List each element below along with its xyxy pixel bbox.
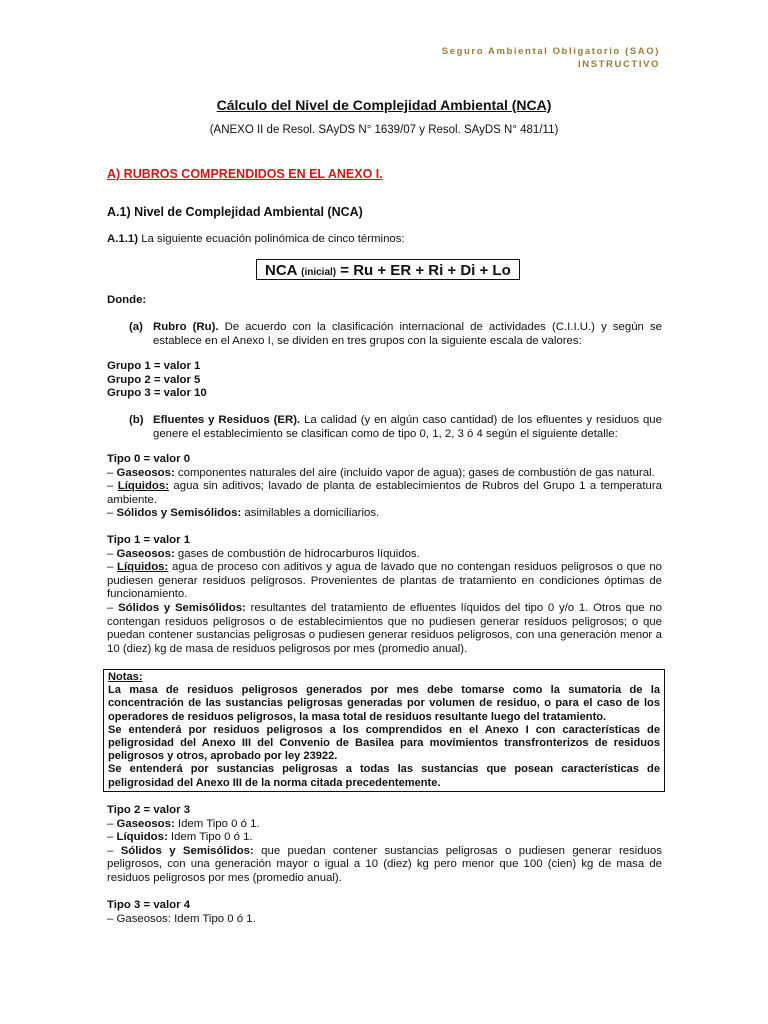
grupos-list [107, 360, 207, 401]
dash: – [107, 601, 119, 614]
notes-box [103, 669, 665, 792]
sol-label: Sólidos y Semisólidos: [118, 601, 246, 614]
notes-paragraph: Se entenderá por sustancias peligrosas a todas las sustancias que posean características de peligrosidad del Anexo III de la norma citada precedentemente. [108, 763, 660, 789]
sol-text: resultantes del tratamiento de efluentes líquidos del tipo 0 y/o 1. Otros que no contengan residuos peligrosos o de establecimientos que no pudiesen generar residuos peligrosos; o que puedan contener sustancias peligrosas o pudiesen generar residuos peligrosos, con una generación menor a 10 (diez) kg de masa de residuos peligrosos por mes (promedio anual). [107, 601, 663, 655]
liq-label: Líquidos: [116, 831, 168, 844]
liq-text: Idem Tipo 0 ó 1. [167, 831, 253, 844]
header-title: Seguro Ambiental Obligatorio (SAO) [441, 46, 660, 57]
section-a-heading: A) RUBROS COMPRENDIDOS EN EL ANEXO I. [107, 167, 383, 181]
notes-title: Notas: [108, 671, 143, 683]
tipo2-block [107, 804, 662, 886]
dash: – [107, 912, 117, 925]
gas-text: Gaseosos: Idem Tipo 0 ó 1. [116, 912, 256, 925]
a11-label: A.1.1) [107, 233, 139, 245]
item-b-body: La calidad (y en algún caso cantidad) de los efluentes y residuos que genere el establecimiento se clasifican como de tipo 0, 1, 2, 3 ó 4 según el siguiente detalle: [153, 414, 662, 440]
dash: – [107, 547, 117, 560]
sol-label: Sólidos y Semisólidos: [120, 844, 254, 857]
liq-text: agua de proceso con aditivos y agua de lavado que no contengan residuos peligrosos o que no pudiesen generar residuos peligrosos. Provenientes de plantas de tratamiento en condiciones óptimas de funcionamiento. [107, 561, 663, 601]
item-a-body: De acuerdo con la clasificación internacional de actividades (C.I.I.U.) y según se establece en el Anexo I, se dividen en tres grupos con la siguiente escala de valores: [153, 321, 662, 347]
dash: – [107, 844, 121, 857]
gas-label: Gaseosos: [116, 466, 175, 479]
gas-text: Idem Tipo 0 ó 1. [174, 817, 260, 830]
gas-label: Gaseosos: [116, 817, 175, 830]
document-title: Cálculo del Nivel de Complejidad Ambiental (NCA) [216, 97, 552, 113]
tipo3-title: Tipo 3 = valor 4 [107, 899, 191, 911]
dash: – [107, 466, 117, 479]
a11-paragraph [107, 233, 405, 247]
item-a-label: (a) [129, 321, 143, 333]
formula-subscript: (inicial) [301, 267, 337, 278]
tipo1-title: Tipo 1 = valor 1 [107, 534, 191, 546]
tipo0-title: Tipo 0 = valor 0 [107, 453, 191, 465]
liq-text: agua sin aditivos; lavado de planta de establecimientos de Rubros del Grupo 1 a temperatura ambiente. [107, 480, 662, 506]
notes-paragraph: La masa de residuos peligrosos generados por mes debe tomarse como la sumatoria de la concentración de las sustancias peligrosas generadas por volumen de residuo, o para el caso de los operadores de residuos peligrosos, la masa total de residuos resultante luego del tratamiento. [108, 684, 660, 723]
item-b-label: (b) [129, 414, 144, 426]
dash: – [107, 507, 117, 520]
document-subtitle: (ANEXO II de Resol. SAyDS N° 1639/07 y Resol. SAyDS N° 481/11) [209, 124, 559, 136]
grupo-item: Grupo 3 = valor 10 [107, 387, 207, 400]
dash: – [107, 480, 118, 493]
gas-text: gases de combustión de hidrocarburos líquidos. [174, 547, 420, 560]
a11-text: La siguiente ecuación polinómica de cinco términos: [138, 233, 405, 245]
formula-rhs: = Ru + ER + Ri + Di + Lo [336, 262, 511, 279]
tipo1-block [107, 534, 662, 656]
grupo-item: Grupo 2 = valor 5 [107, 373, 201, 386]
dash: – [107, 817, 117, 830]
dash: – [107, 561, 118, 574]
item-b-title: Efluentes y Residuos (ER). [153, 414, 301, 426]
item-a-title: Rubro (Ru). [153, 321, 219, 333]
sol-text: asimilables a domiciliarios. [241, 507, 380, 520]
notes-paragraph: Se entenderá por residuos peligrosos a los comprendidos en el Anexo I con características de peligrosidad del Anexo III del Convenio de Basilea para movimientos transfronterizos de residuos peligrosos y otros, aprobado por ley 23922. [108, 723, 660, 763]
tipo3-block [107, 899, 662, 926]
dash: – [107, 831, 117, 844]
sol-label: Sólidos y Semisólidos: [116, 507, 242, 520]
grupo-item: Grupo 1 = valor 1 [107, 360, 201, 372]
item-b-text [153, 413, 662, 441]
gas-label: Gaseosos: [116, 547, 175, 560]
liq-label: Líquidos: [117, 480, 169, 493]
sol-text: que puedan contener sustancias peligrosas o pudiesen generar residuos peligrosos, con una generación mayor o igual a 10 (diez) kg pero menor que 100 (cien) kg de masa de residuos peligrosos por mes (promedio anual). [107, 844, 663, 884]
tipo2-title: Tipo 2 = valor 3 [107, 804, 191, 816]
donde-label: Donde: [107, 294, 147, 306]
tipo0-block [107, 453, 662, 521]
liq-label: Líquidos: [117, 561, 169, 574]
item-a-text [153, 320, 662, 348]
formula-lhs: NCA [265, 262, 302, 279]
section-a1-heading: A.1) Nivel de Complejidad Ambiental (NCA) [107, 205, 363, 219]
header-subtitle: INSTRUCTIVO [578, 59, 660, 70]
gas-text: componentes naturales del aire (incluido vapor de agua); gases de combustión de gas natural. [174, 466, 655, 479]
nca-formula [256, 259, 520, 280]
